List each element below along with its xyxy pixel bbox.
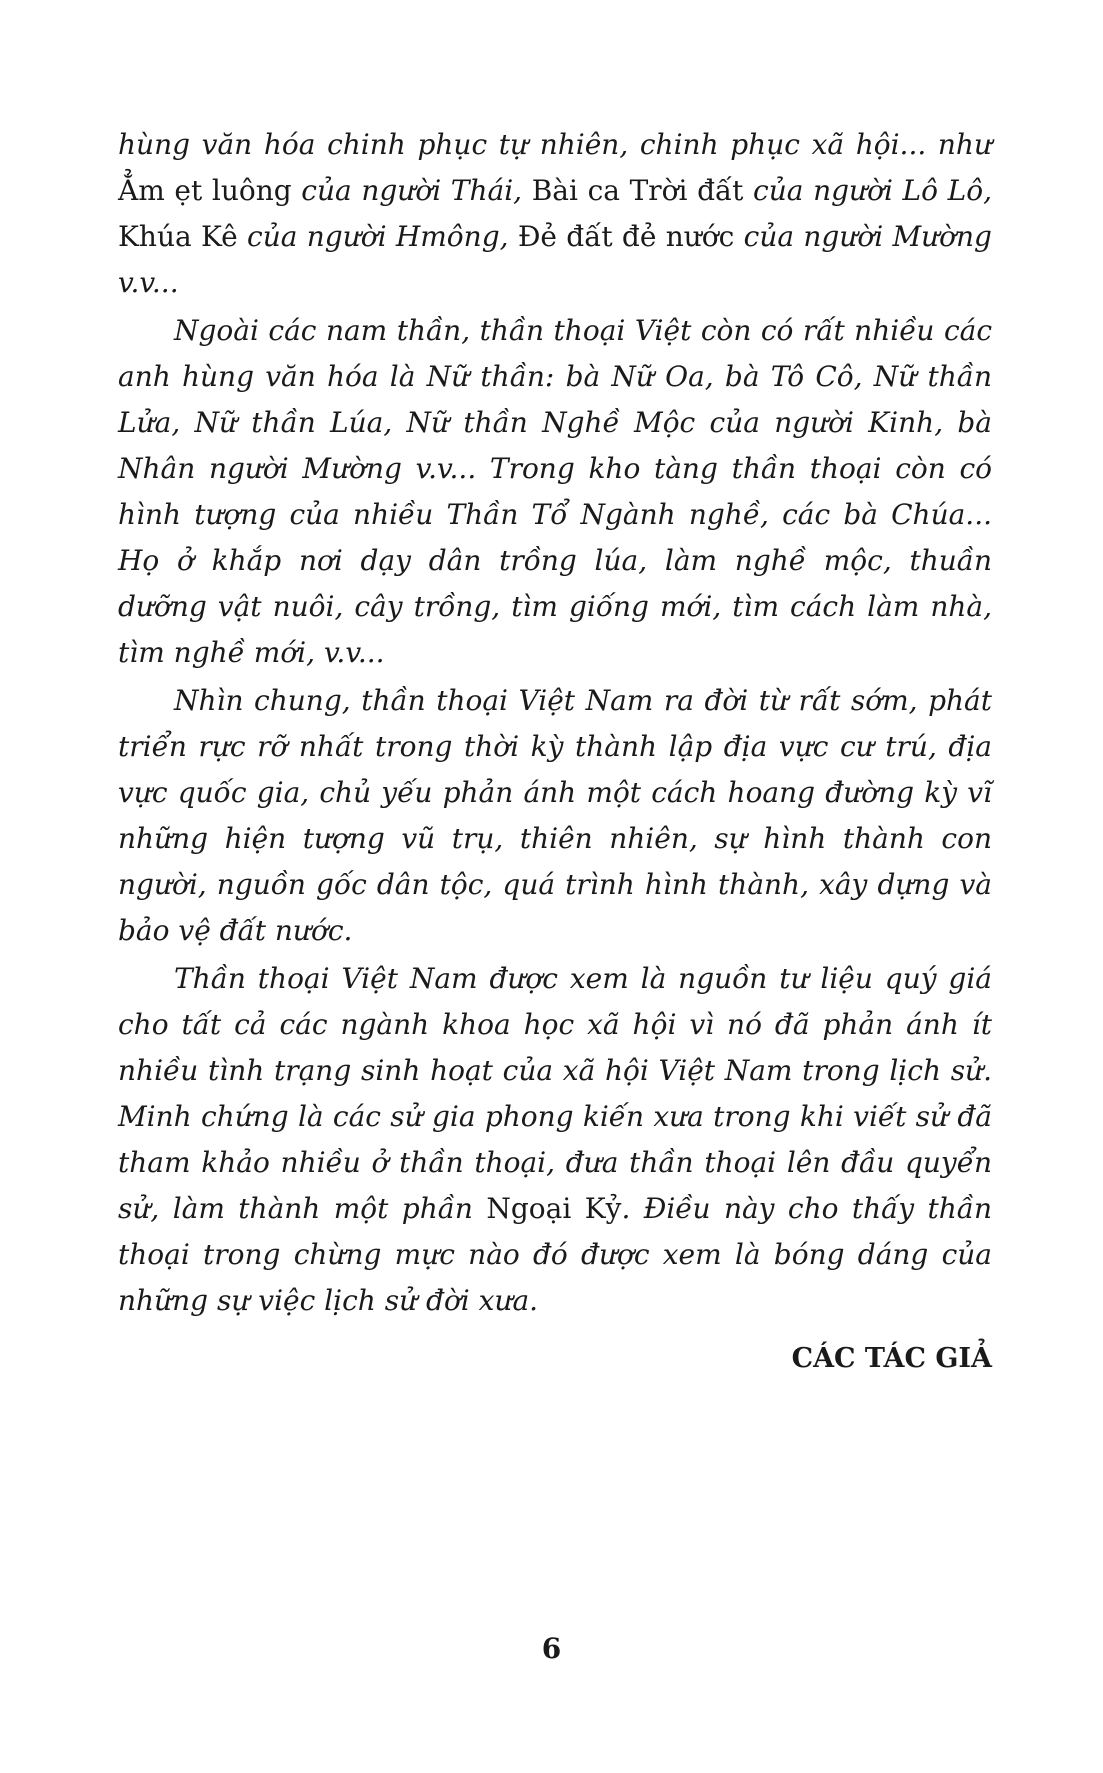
paragraph-historical-value: [118, 956, 992, 1324]
text-segment: hùng văn hóa chinh phục tự nhiên, chinh phục xã hội... như: [118, 128, 992, 161]
text-segment: . Điều này cho thấy thần thoại trong chừng mực nào đó được xem là bóng dáng của những sự việc lịch sử đời xưa.: [118, 1192, 993, 1317]
work-title: Ngoại Kỷ: [486, 1192, 622, 1225]
page-body: [118, 122, 992, 1382]
text-segment: của người Mường v.v...: [118, 220, 992, 299]
author-signature: CÁC TÁC GIẢ: [791, 1343, 992, 1374]
work-title: Đẻ đất đẻ nước: [517, 220, 735, 253]
work-title: Khúa Kê: [118, 220, 238, 253]
text-segment: Thần thoại Việt Nam được xem là nguồn tư liệu quý giá cho tất cả các ngành khoa học xã hội vì nó đã phản ánh ít nhiều tình trạng sinh hoạt của xã hội Việt Nam trong lịch sử. Minh chứng là các sử gia phong kiến xưa trong khi viết sử đã tham khảo nhiều ở thần thoại, đưa thần thoại lên đầu quyển sử, làm thành một phần: [118, 962, 992, 1225]
page-number: 6: [541, 1632, 562, 1665]
text-segment: của người Lô Lô,: [743, 174, 992, 207]
text-segment: của người Hmông,: [237, 220, 518, 253]
paragraph-female-deities: Ngoài các nam thần, thần thoại Việt còn có rất nhiều các anh hùng văn hóa là Nữ thần: bà Nữ Oa, bà Tô Cô, Nữ thần Lửa, Nữ thần Lúa, Nữ thần Nghề Mộc của người Kinh, bà Nhân người Mường v.v... Trong kho tàng thần thoại còn có hình tượng của nhiều Thần Tổ Ngành nghề, các bà Chúa... Họ ở khắp nơi dạy dân trồng lúa, làm nghề mộc, thuần dưỡng vật nuôi, cây trồng, tìm giống mới, tìm cách làm nhà, tìm nghề mới, v.v...: [118, 314, 992, 669]
paragraph-overview: Nhìn chung, thần thoại Việt Nam ra đời từ rất sớm, phát triển rực rỡ nhất trong thời kỳ thành lập địa vực cư trú, địa vực quốc gia, chủ yếu phản ánh một cách hoang đường kỳ vĩ những hiện tượng vũ trụ, thiên nhiên, sự hình thành con người, nguồn gốc dân tộc, quá trình hình thành, xây dựng và bảo vệ đất nước.: [118, 684, 992, 947]
work-title: Bài ca Trời đất: [531, 174, 744, 207]
paragraph-continuation: [118, 122, 992, 306]
work-title: Ẳm ẹt luông: [118, 174, 292, 207]
text-segment: của người Thái,: [291, 174, 532, 207]
